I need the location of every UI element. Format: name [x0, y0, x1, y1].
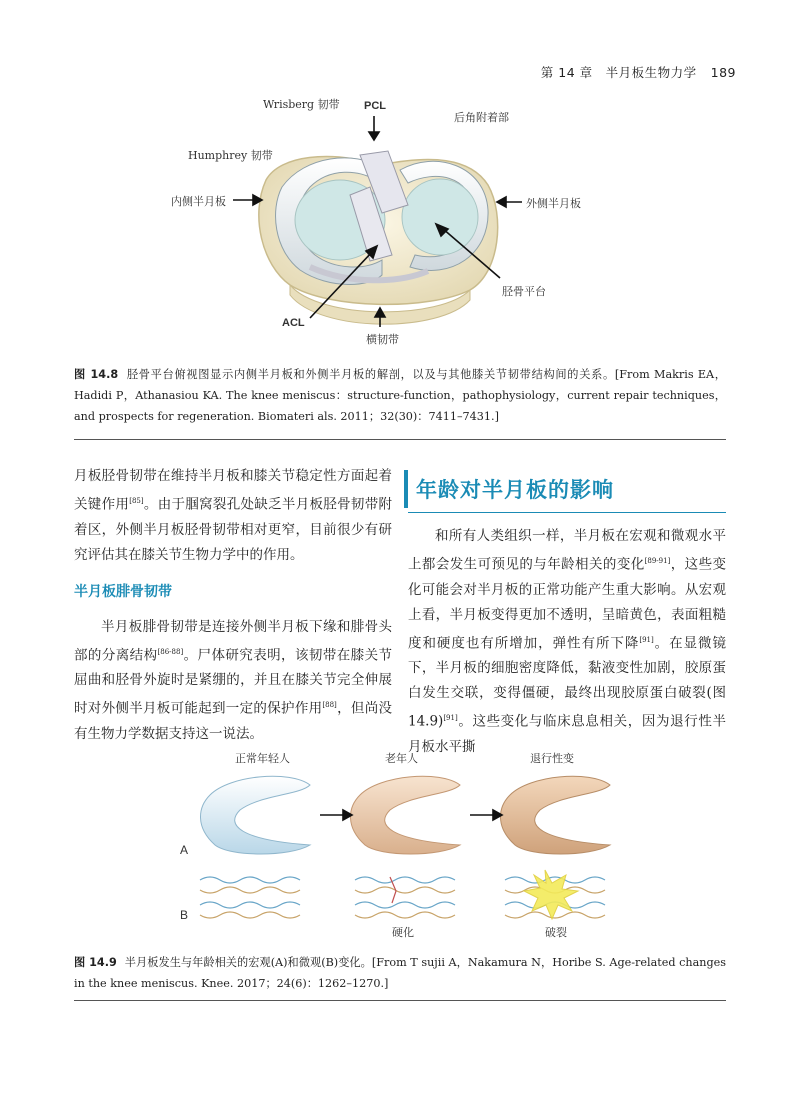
paragraph: 月板胫骨韧带在维持半月板和膝关节稳定性方面起着关键作用[85]。由于腘窝裂孔处缺乏半月板胫骨韧带附着区，外侧半月板胫骨韧带相对更窄，目前很少有研究评估其在膝关节生物力学中的作用。 — [74, 468, 393, 563]
section-title: 年龄对半月板的影响 — [416, 478, 614, 502]
label-posterior-horn: 后角附着部 — [454, 111, 509, 124]
row-label-b: B — [180, 908, 189, 922]
paragraph: 半月板腓骨韧带是连接外侧半月板下缘和腓骨头部的分离结构[86-88]。尸体研究表明，该韧带在膝关节屈曲和胫骨外旋时是紧绷的，并且在膝关节完全伸展时对外侧半月板可能起到一定的保护作用[88]，但尚没有生物力学数据支持这一说法。 — [74, 618, 393, 742]
right-column — [408, 524, 726, 760]
left-column — [74, 464, 392, 747]
title-underline — [408, 512, 726, 513]
meniscus-young — [200, 776, 310, 854]
figure-14-9-illustration — [170, 765, 630, 935]
page-number: 189 — [710, 65, 736, 80]
micro-label-hardening: 硬化 — [392, 926, 414, 939]
figure-14-8-illustration — [170, 95, 630, 355]
caption-text: 胫骨平台俯视图显示内侧半月板和外侧半月板的解剖，以及与其他膝关节韧带结构间的关系。[From Makris EA，Hadidi P，Athanasiou KA. The knee meniscus：structure-function，pathophysiology，current repair techniques，and prospects for regeneration. Biomateri als. 2011；32(30)：7411–7431.] — [74, 368, 726, 423]
caption-text: 半月板发生与年龄相关的宏观(A)和微观(B)变化。[From T sujii A，Nakamura N，Horibe S. Age-related changes in the knee meniscus. Knee. 2017；24(6)：1262–1270.] — [74, 956, 727, 990]
stage-label-old: 老年人 — [385, 752, 418, 765]
figure-number: 图 14.9 — [74, 956, 117, 969]
label-acl: ACL — [282, 317, 305, 329]
label-wrisberg: Wrisberg 韧带 — [263, 98, 340, 111]
figure-14-9-caption — [74, 952, 726, 994]
label-transverse-ligament: 横韧带 — [366, 333, 399, 346]
meniscus-degenerative — [500, 776, 610, 854]
section-title-block — [408, 470, 726, 513]
caption-divider — [74, 439, 726, 440]
stage-label-young: 正常年轻人 — [235, 752, 290, 765]
label-tibial-plateau: 胫骨平台 — [502, 285, 546, 298]
meniscus-old — [350, 776, 460, 854]
figure-number: 图 14.8 — [74, 368, 119, 381]
figure-14-8-caption — [74, 364, 726, 427]
stage-label-degenerative: 退行性变 — [530, 752, 574, 765]
label-pcl: PCL — [364, 100, 386, 112]
label-humphrey: Humphrey 韧带 — [188, 149, 273, 162]
running-header — [541, 63, 736, 81]
caption-divider — [74, 1000, 726, 1001]
section-subtitle: 半月板腓骨韧带 — [74, 583, 172, 600]
row-label-a: A — [180, 843, 189, 857]
chapter-title: 第 14 章 半月板生物力学 — [540, 65, 697, 80]
label-medial-meniscus: 内侧半月板 — [171, 195, 226, 208]
paragraph: 和所有人类组织一样，半月板在宏观和微观水平上都会发生可预见的与年龄相关的变化[89-91]，这些变化可能会对半月板的正常功能产生重大影响。从宏观上看，半月板变得更加不透明，呈暗黄色，表面粗糙度和硬度也有所增加，弹性有所下降[91]。在显微镜下，半月板的细胞密度降低，黏液变性加剧，胶原蛋白发生交联，变得僵硬，最终出现胶原蛋白破裂(图 14.9)[91]。这些变化与临床息息相关，因为退行性半月板水平撕 — [408, 528, 727, 755]
title-accent-bar — [404, 470, 408, 508]
micro-label-rupture: 破裂 — [545, 926, 567, 939]
label-lateral-meniscus: 外侧半月板 — [526, 197, 581, 210]
